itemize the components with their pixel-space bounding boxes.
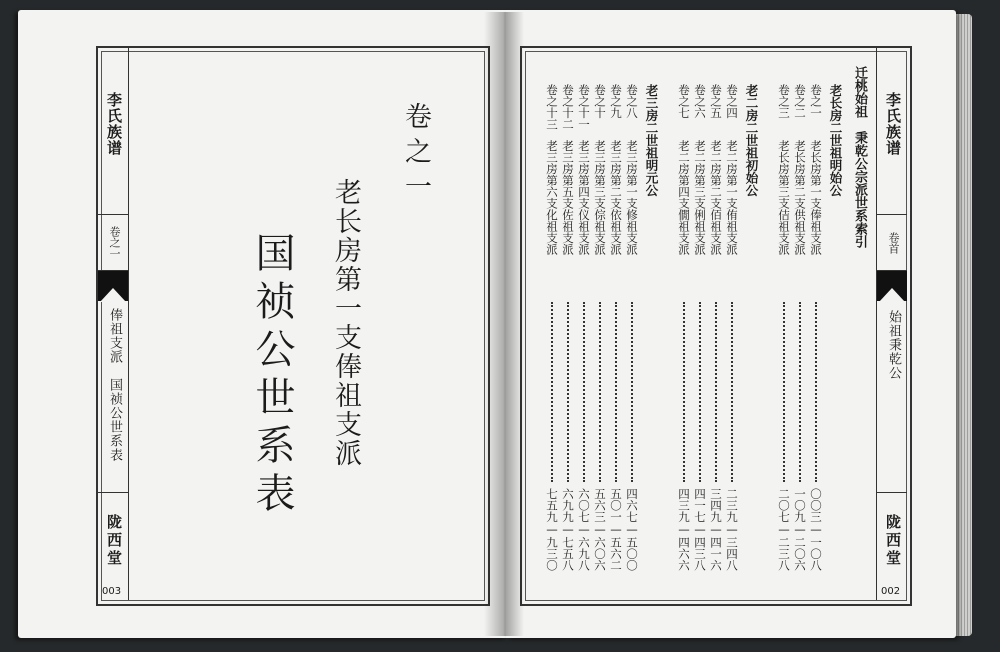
index-volume: 卷之八 (625, 84, 639, 119)
index-group-header: 老三房二世祖明元公 (644, 84, 659, 197)
index-branch-name: 老长房第一支俸祖支派 (809, 140, 823, 255)
index-volume: 卷之十一 (577, 84, 591, 130)
index-group-header: 老长房二世祖明始公 (828, 84, 843, 197)
index-volume: 卷之一 (809, 84, 823, 119)
section-marker-notch (100, 288, 126, 302)
index-branch-name: 老长房第二支供祖支派 (793, 140, 807, 255)
index-page-range: 四一七—四三八 (693, 488, 707, 571)
index-branch-name: 老三房第六支化祖支派 (545, 140, 559, 255)
index-branch-name: 老长房第三支佶祖支派 (777, 140, 791, 255)
index-leader-dots (731, 302, 733, 482)
index-page-range: 二三九—三四八 (725, 488, 739, 571)
section-label: 俸祖支派 国祯公世系表 (107, 308, 122, 462)
index-title: 迁桃始祖 秉乾公宗派世系索引 (852, 66, 867, 248)
index-volume: 卷之七 (677, 84, 691, 119)
index-volume: 卷之五 (709, 84, 723, 119)
hall-name: 陇西堂 (105, 514, 123, 568)
index-leader-dots (615, 302, 617, 482)
index-leader-dots (551, 302, 553, 482)
index-page-range: 六〇七—六九八 (577, 488, 591, 571)
index-volume: 卷之三 (777, 84, 791, 119)
index-page-range: 三四九—四一六 (709, 488, 723, 571)
branch-heading: 老长房第一支俸祖支派 (330, 178, 361, 468)
index-volume: 卷之六 (693, 84, 707, 119)
right-side-strip (876, 48, 907, 600)
page-number: 002 (881, 586, 901, 597)
index-branch-name: 老三房第五支佐祖支派 (561, 140, 575, 255)
index-branch-name: 老三房第三支倧祖支派 (593, 140, 607, 255)
index-page-range: 〇〇三—一〇八 (809, 488, 823, 571)
index-leader-dots (631, 302, 633, 482)
main-title: 国祯公世系表 (249, 232, 295, 520)
index-leader-dots (683, 302, 685, 482)
index-page-range: 五六三—六〇六 (593, 488, 607, 571)
index-page-range: 一〇九—二〇六 (793, 488, 807, 571)
index-leader-dots (783, 302, 785, 482)
index-page-range: 二〇七—二三八 (777, 488, 791, 571)
section-marker-notch (879, 288, 905, 302)
index-volume: 卷之十二 (561, 84, 575, 130)
clan-title: 李氏族谱 (884, 92, 902, 156)
index-page-range: 四六七—五〇〇 (625, 488, 639, 571)
hall-name: 陇西堂 (884, 514, 902, 568)
index-page-range: 五〇一—五六二 (609, 488, 623, 571)
clan-title: 李氏族谱 (105, 92, 123, 156)
index-branch-name: 老三房第一支修祖支派 (625, 140, 639, 255)
index-page-range: 六九九—七五八 (561, 488, 575, 571)
index-volume: 卷之十 (593, 84, 607, 119)
left-side-strip (98, 48, 129, 600)
index-volume: 卷之九 (609, 84, 623, 119)
volume-label: 卷首 (887, 232, 900, 254)
page-number: 003 (102, 586, 122, 597)
index-leader-dots (715, 302, 717, 482)
index-leader-dots (567, 302, 569, 482)
index-page-range: 四三九—四六六 (677, 488, 691, 571)
index-volume: 卷之二 (793, 84, 807, 119)
index-branch-name: 老三房第四支仪祖支派 (577, 140, 591, 255)
index-leader-dots (699, 302, 701, 482)
index-leader-dots (583, 302, 585, 482)
index-leader-dots (815, 302, 817, 482)
index-branch-name: 老二房第四支僩祖支派 (677, 140, 691, 255)
index-group-header: 老二房二世祖初始公 (744, 84, 759, 197)
index-volume: 卷之十三 (545, 84, 559, 130)
index-leader-dots (599, 302, 601, 482)
index-volume: 卷之四 (725, 84, 739, 119)
volume-heading: 卷之一 (400, 102, 431, 207)
volume-label: 卷之一 (108, 226, 121, 259)
index-branch-name: 老三房第二支依祖支派 (609, 140, 623, 255)
index-page-range: 七五九—九三〇 (545, 488, 559, 571)
index-branch-name: 老二房第二支佰祖支派 (709, 140, 723, 255)
section-label: 始祖秉乾公 (886, 310, 901, 380)
index-branch-name: 老二房第三支俐祖支派 (693, 140, 707, 255)
index-branch-name: 老二房第一支侑祖支派 (725, 140, 739, 255)
index-leader-dots (799, 302, 801, 482)
